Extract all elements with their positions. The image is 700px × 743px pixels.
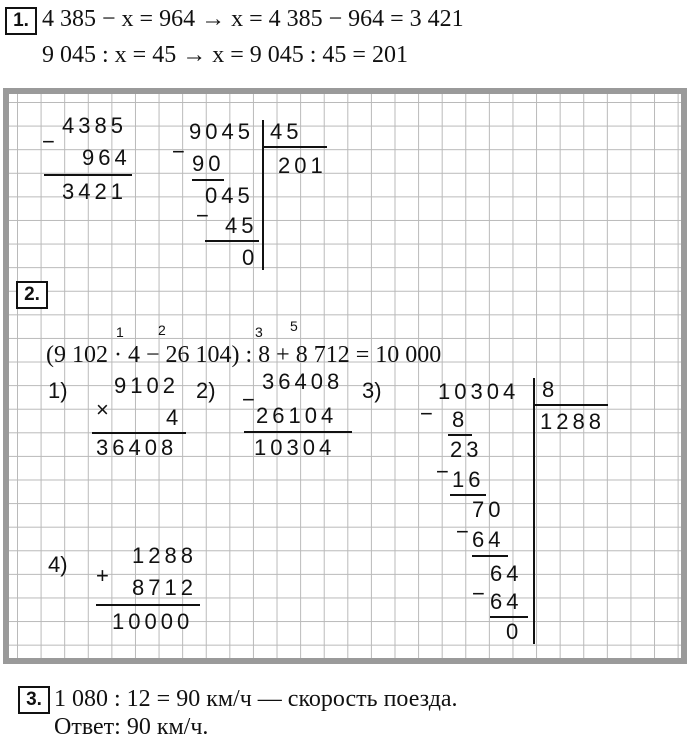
mul-sign: × xyxy=(96,397,113,422)
step-label-3: 3) xyxy=(362,378,382,403)
sub1-subtrahend: 964 xyxy=(82,145,131,170)
div2-sign-1: − xyxy=(420,401,437,426)
task-3-solution: 1 080 : 12 = 90 км/ч — скорость поезда. xyxy=(54,686,458,712)
task-1-equation-2: 9 045 : x = 45 → x = 9 045 : 45 = 201 xyxy=(42,42,408,68)
div1-vertical-line xyxy=(262,120,264,270)
div2-step-3: 16 xyxy=(452,467,485,492)
div2-dividend: 10304 xyxy=(438,379,520,404)
mul-factor-b: 4 xyxy=(166,405,183,430)
task-1-equation-1: 4 385 − x = 964 → x = 4 385 − 964 = 3 421 xyxy=(42,6,464,32)
div2-divisor-line xyxy=(534,404,608,406)
div1-step-1-line xyxy=(192,179,224,181)
sub1-sign: − xyxy=(42,129,59,154)
div2-step-3-line xyxy=(450,494,486,496)
add-result: 10000 xyxy=(112,609,194,634)
task-3-number: 3. xyxy=(18,686,50,714)
order-mark-2: 2 xyxy=(158,322,166,338)
div1-remainder-1: 045 xyxy=(205,183,254,208)
div2-remainder: 0 xyxy=(506,619,523,644)
sub2-subtrahend: 26104 xyxy=(256,403,338,428)
div1-divisor-line xyxy=(263,146,327,148)
sub1-result: 3421 xyxy=(62,179,127,204)
div2-divisor: 8 xyxy=(542,377,559,402)
add-line xyxy=(96,604,200,606)
order-mark-1: 1 xyxy=(116,324,124,340)
sub2-sign: − xyxy=(242,387,259,412)
div2-vertical-line xyxy=(533,378,535,644)
div2-step-1-line xyxy=(448,434,472,436)
div1-step-1: 90 xyxy=(192,151,225,176)
div2-step-1: 8 xyxy=(452,407,469,432)
div2-sign-3: − xyxy=(456,519,473,544)
mul-line xyxy=(92,432,186,434)
sub1-minuend: 4385 xyxy=(62,113,127,138)
div2-step-2: 23 xyxy=(450,437,483,462)
div2-sign-4: − xyxy=(472,581,489,606)
div2-step-5: 64 xyxy=(472,527,505,552)
div1-step-2-line xyxy=(205,240,259,242)
add-sign: + xyxy=(96,563,113,588)
task-2-number: 2. xyxy=(16,281,48,309)
div1-quotient: 201 xyxy=(278,153,327,178)
div1-divisor: 45 xyxy=(270,119,303,144)
div2-step-4: 70 xyxy=(472,497,505,522)
div1-remainder-2: 0 xyxy=(242,245,259,270)
mul-factor-a: 9102 xyxy=(114,373,179,398)
div2-step-7: 64 xyxy=(490,589,523,614)
step-label-1: 1) xyxy=(48,378,68,403)
add-term-a: 1288 xyxy=(132,543,197,568)
task-1-number: 1. xyxy=(5,7,37,35)
sub2-minuend: 36408 xyxy=(262,369,344,394)
div1-sign-1: − xyxy=(172,139,189,164)
sub2-result: 10304 xyxy=(254,435,336,460)
div2-sign-2: − xyxy=(436,459,453,484)
div1-sign-2: − xyxy=(196,203,213,228)
step-label-4: 4) xyxy=(48,552,68,577)
div2-quotient: 1288 xyxy=(540,409,605,434)
div2-step-7-line xyxy=(490,616,528,618)
div1-dividend: 9045 xyxy=(189,119,254,144)
task-3-answer: Ответ: 90 км/ч. xyxy=(54,714,209,740)
div2-step-6: 64 xyxy=(490,561,523,586)
div1-step-2: 45 xyxy=(225,213,258,238)
task-2-expression: (9 102 · 4 − 26 104) : 8 + 8 712 = 10 000 xyxy=(46,342,442,368)
sub2-line xyxy=(244,431,352,433)
mul-result: 36408 xyxy=(96,435,178,460)
order-mark-3: 3 xyxy=(255,324,263,340)
step-label-2: 2) xyxy=(196,378,216,403)
sub1-line xyxy=(44,174,132,176)
div2-step-5-line xyxy=(472,555,508,557)
order-mark-5: 5 xyxy=(290,318,298,334)
add-term-b: 8712 xyxy=(132,575,197,600)
